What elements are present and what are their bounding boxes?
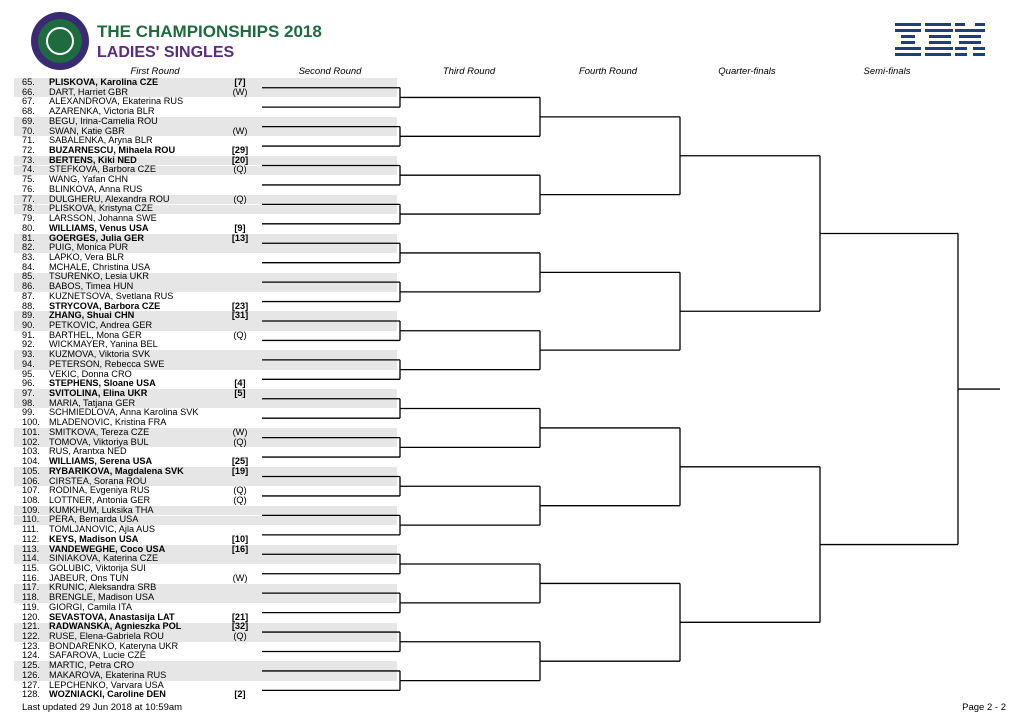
player-name: WANG, Yafan CHN: [49, 174, 128, 185]
player-name: RUS, Arantxa NED: [49, 446, 127, 457]
draw-position: 127.: [22, 679, 40, 690]
draw-position: 72.: [22, 145, 35, 156]
draw-position: 121.: [22, 621, 40, 632]
player-name: LOTTNER, Antonia GER: [49, 494, 151, 505]
player-name: BEGU, Irina-Camelia ROU: [49, 115, 158, 126]
draw-position: 105.: [22, 465, 40, 476]
draw-position: 104.: [22, 456, 40, 467]
draw-position: 65.: [22, 77, 35, 87]
draw-position: 109.: [22, 504, 40, 515]
round-header-quarterfinals: Quarter-finals: [718, 66, 776, 77]
draw-position: 116.: [22, 572, 40, 583]
seed-label: (W): [232, 426, 248, 437]
draw-position: 107.: [22, 485, 40, 496]
draw-position: 110.: [22, 514, 40, 525]
seed-label: [2]: [234, 689, 246, 700]
player-name: PLISKOVA, Kristyna CZE: [49, 203, 153, 214]
player-name: BABOS, Timea HUN: [49, 281, 134, 292]
draw-position: 111.: [22, 524, 39, 535]
player-name: BUZARNESCU, Mihaela ROU: [49, 145, 176, 156]
draw-position: 117.: [22, 582, 40, 593]
seed-label: [25]: [231, 456, 249, 467]
player-name: WILLIAMS, Venus USA: [49, 222, 149, 233]
draw-position: 66.: [22, 86, 35, 97]
seed-label: (Q): [233, 329, 247, 340]
draw-position: 82.: [22, 242, 35, 253]
draw-position: 87.: [22, 290, 35, 301]
player-name: MARTIC, Petra CRO: [49, 660, 135, 671]
draw-position: 90.: [22, 320, 35, 330]
player-name: WICKMAYER, Yanina BEL: [49, 339, 158, 350]
player-name: STEFKOVA, Barbora CZE: [49, 164, 157, 175]
player-name: PUIG, Monica PUR: [49, 242, 129, 253]
draw-position: 67.: [22, 96, 35, 107]
player-name: MLADENOVIC, Kristina FRA: [49, 417, 167, 428]
event-subtitle: LADIES' SINGLES: [97, 44, 235, 61]
round-header-first: First Round: [130, 66, 180, 77]
draw-position: 86.: [22, 281, 35, 292]
player-name: GIORGI, Camila ITA: [49, 601, 133, 612]
draw-position: 85.: [22, 271, 35, 282]
round-header-semifinals: Semi-finals: [863, 66, 911, 77]
player-name: VEKIC, Donna CRO: [49, 368, 132, 379]
page-title: THE CHAMPIONSHIPS 2018: [97, 22, 322, 41]
draw-position: 128.: [22, 689, 40, 700]
player-name: JABEUR, Ons TUN: [49, 572, 129, 583]
draw-position: 78.: [22, 203, 35, 214]
player-name: LARSSON, Johanna SWE: [49, 213, 157, 224]
player-name: BERTENS, Kiki NED: [49, 154, 137, 165]
seed-label: (Q): [233, 436, 247, 447]
draw-position: 120.: [22, 611, 40, 622]
draw-position: 76.: [22, 183, 35, 194]
draw-position: 103.: [22, 446, 40, 457]
player-name: VANDEWEGHE, Coco USA: [49, 543, 166, 554]
seed-label: (Q): [233, 494, 247, 505]
seed-label: [20]: [231, 154, 249, 165]
player-name: CIRSTEA, Sorana ROU: [49, 475, 147, 486]
player-name: KUZMOVA, Viktoria SVK: [49, 349, 151, 360]
player-name: LEPCHENKO, Varvara USA: [49, 679, 164, 690]
player-name: RYBARIKOVA, Magdalena SVK: [49, 465, 184, 476]
player-name: PLISKOVA, Karolina CZE: [49, 77, 159, 87]
draw-position: 119.: [22, 601, 40, 612]
player-name: TSURENKO, Lesia UKR: [49, 271, 150, 282]
seed-label: [13]: [231, 232, 249, 243]
draw-position: 71.: [22, 135, 35, 146]
player-name: BLINKOVA, Anna RUS: [49, 183, 143, 194]
player-name: KEYS, Madison USA: [49, 533, 139, 544]
draw-position: 99.: [22, 407, 35, 418]
player-name: DULGHERU, Alexandra ROU: [49, 193, 170, 204]
draw-position: 93.: [22, 349, 35, 360]
player-name: SAFAROVA, Lucie CZE: [49, 650, 146, 661]
draw-position: 91.: [22, 329, 35, 340]
round-header-second: Second Round: [298, 66, 362, 77]
player-name: SINIAKOVA, Katerina CZE: [49, 553, 159, 564]
player-name: AZARENKA, Victoria BLR: [49, 106, 155, 117]
draw-position: 77.: [22, 193, 35, 204]
player-name: SEVASTOVA, Anastasija LAT: [49, 611, 175, 622]
round-header-fourth: Fourth Round: [578, 66, 638, 77]
seed-label: [16]: [231, 543, 249, 554]
draw-position: 98.: [22, 397, 35, 408]
draw-position: 69.: [22, 115, 35, 126]
player-name: WILLIAMS, Serena USA: [49, 456, 153, 467]
seed-label: [7]: [234, 77, 246, 87]
page-number: Page 2 - 2: [962, 702, 1006, 713]
draw-position: 75.: [22, 174, 35, 185]
draw-position: 83.: [22, 251, 35, 262]
seed-label: [29]: [231, 145, 249, 156]
player-name: STRYCOVA, Barbora CZE: [49, 300, 161, 311]
player-name: SMITKOVA, Tereza CZE: [49, 426, 150, 437]
seed-label: [31]: [231, 310, 249, 321]
draw-position: 80.: [22, 222, 35, 233]
seed-label: (W): [232, 86, 248, 97]
draw-position: 94.: [22, 358, 35, 369]
player-name: PERA, Bernarda USA: [49, 514, 139, 525]
player-name: RODINA, Evgeniya RUS: [49, 485, 150, 496]
draw-position: 74.: [22, 164, 35, 175]
player-name: PETKOVIC, Andrea GER: [49, 320, 153, 330]
player-name: TOMLJANOVIC, Ajla AUS: [49, 524, 156, 535]
seed-label: [10]: [231, 533, 249, 544]
draw-position: 88.: [22, 300, 35, 311]
draw-position: 101.: [22, 426, 40, 437]
player-name: KRUNIC, Aleksandra SRB: [49, 582, 157, 593]
player-name: BONDARENKO, Kateryna UKR: [49, 640, 179, 651]
draw-position: 96.: [22, 378, 35, 389]
draw-position: 118.: [22, 592, 40, 603]
player-name: SWAN, Katie GBR: [49, 125, 125, 136]
player-name: DART, Harriet GBR: [49, 86, 128, 97]
seed-label: (Q): [233, 164, 247, 175]
last-updated-note: Last updated 29 Jun 2018 at 10:59am: [22, 702, 183, 713]
player-name: TOMOVA, Viktoriya BUL: [49, 436, 149, 447]
player-name: SABALENKA, Aryna BLR: [49, 135, 153, 146]
draw-position: 89.: [22, 310, 35, 321]
player-name: SVITOLINA, Elina UKR: [49, 388, 148, 399]
seed-label: [23]: [231, 300, 249, 311]
draw-position: 84.: [22, 261, 35, 272]
draw-position: 100.: [22, 417, 40, 428]
draw-position: 70.: [22, 125, 35, 136]
player-name: RUSE, Elena-Gabriela ROU: [49, 631, 164, 642]
seed-label: (W): [232, 572, 248, 583]
player-name: GOERGES, Julia GER: [49, 232, 144, 243]
seed-label: [21]: [231, 611, 249, 622]
player-name: RADWANSKA, Agnieszka POL: [49, 621, 182, 632]
seed-label: [5]: [234, 388, 246, 399]
player-name: MARIA, Tatjana GER: [49, 397, 136, 408]
draw-position: 106.: [22, 475, 40, 486]
draw-position: 73.: [22, 154, 35, 165]
draw-position: 112.: [22, 533, 40, 544]
player-name: ALEXANDROVA, Ekaterina RUS: [49, 96, 184, 107]
draw-position: 92.: [22, 339, 35, 350]
draw-position: 79.: [22, 213, 35, 224]
seed-label: [32]: [231, 621, 249, 632]
player-name: MCHALE, Christina USA: [49, 261, 151, 272]
player-name: SCHMIEDLOVA, Anna Karolina SVK: [49, 407, 199, 418]
seed-label: (Q): [233, 193, 247, 204]
player-name: GOLUBIC, Viktorija SUI: [49, 563, 146, 573]
player-name: KUZNETSOVA, Svetlana RUS: [49, 290, 174, 301]
draw-position: 68.: [22, 106, 35, 117]
draw-position: 113.: [22, 543, 40, 554]
draw-position: 115.: [22, 563, 40, 573]
seed-label: (Q): [233, 631, 247, 642]
player-name: KUMKHUM, Luksika THA: [49, 504, 154, 515]
draw-position: 95.: [22, 368, 35, 379]
round-header-third: Third Round: [442, 66, 496, 77]
player-name: LAPKO, Vera BLR: [49, 251, 125, 262]
draw-position: 97.: [22, 388, 35, 399]
player-name: WOZNIACKI, Caroline DEN: [49, 689, 166, 700]
draw-position: 125.: [22, 660, 40, 671]
player-name: STEPHENS, Sloane USA: [49, 378, 156, 389]
seed-label: [9]: [234, 222, 246, 233]
seed-label: (W): [232, 125, 248, 136]
draw-position: 102.: [22, 436, 40, 447]
player-name: MAKAROVA, Ekaterina RUS: [49, 669, 167, 680]
player-name: PETERSON, Rebecca SWE: [49, 358, 165, 369]
seed-label: (Q): [233, 485, 247, 496]
draw-position: 126.: [22, 669, 40, 680]
seed-label: [19]: [231, 465, 249, 476]
draw-position: 122.: [22, 631, 40, 642]
player-name: BRENGLE, Madison USA: [49, 592, 155, 603]
draw-position: 108.: [22, 494, 40, 505]
draw-position: 114.: [22, 553, 40, 564]
draw-position: 124.: [22, 650, 40, 661]
player-name: BARTHEL, Mona GER: [49, 329, 142, 340]
seed-label: [4]: [234, 378, 246, 389]
draw-position: 123.: [22, 640, 40, 651]
draw-position: 81.: [22, 232, 35, 243]
player-name: ZHANG, Shuai CHN: [49, 310, 135, 321]
